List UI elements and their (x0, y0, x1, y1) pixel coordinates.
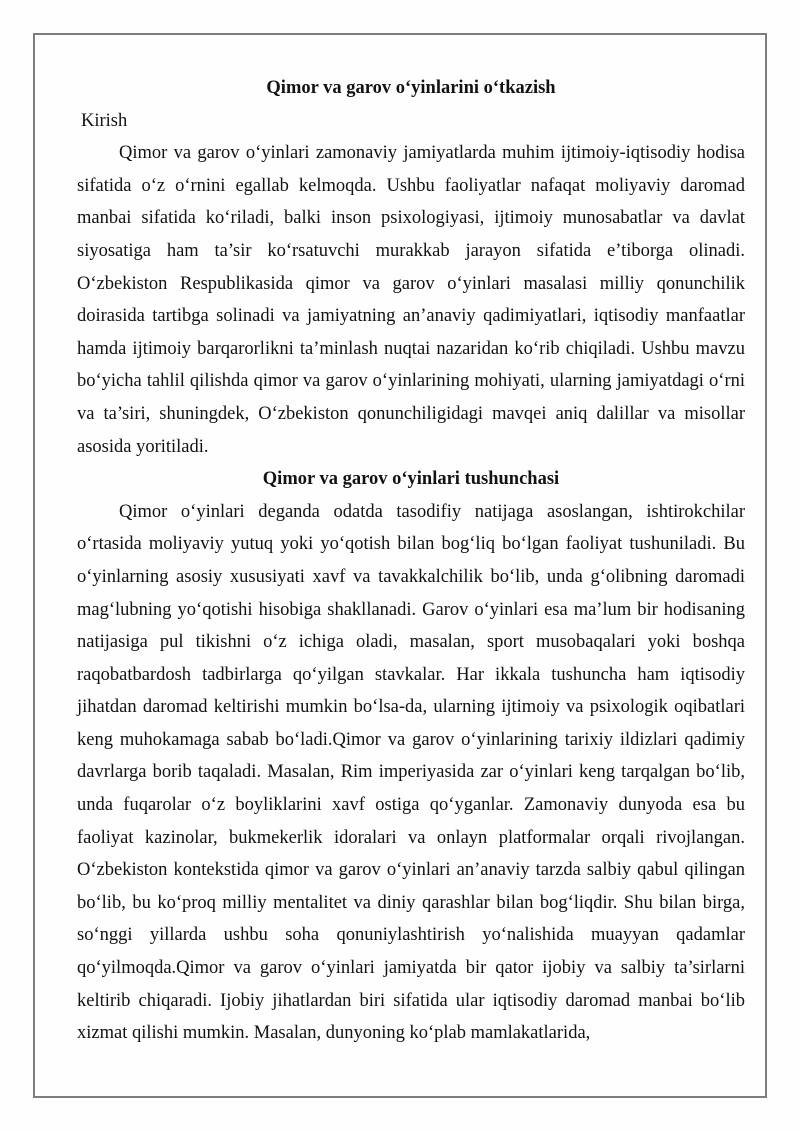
section-heading-tushunchasi: Qimor va garov o‘yinlari tushunchasi (262, 469, 560, 490)
document-page (77, 72, 745, 1050)
document-title: Qimor va garov o‘yinlarini o‘tkazish (266, 78, 556, 98)
intro-paragraph: Qimor va garov o‘yinlari zamonaviy jamiyatlarda muhim ijtimoiy-iqtisodiy hodisa sifatida o‘z o‘rnini egallab kelmoqda. Ushbu faoliyatlar nafaqat moliyaviy daromad manbai sifatida ko‘riladi, balki inson psixologiyasi, ijtimoiy munosabatlar va davlat siyosatiga ham ta’sir ko‘rsatuvchi murakkab jarayon sifatida e’tiborga olinadi. O‘zbekiston Respublikasida qimor va garov o‘yinlari masalasi milliy qonunchilik doirasida tartibga solinadi va jamiyatning an’anaviy qadimiyatlari, iqtisodiy manfaatlar hamda ijtimoiy barqarorlikni ta’minlash nuqtai nazaridan ko‘rib chiqiladi. Ushbu mavzu bo‘yicha tahlil qilishda qimor va garov o‘yinlarining mohiyati, ularning jamiyatdagi o‘rni va ta’siri, shuningdek, O‘zbekiston qonunchiligidagi mavqei aniq dalillar va misollar asosida yoritiladi. (77, 143, 745, 457)
concept-paragraph: Qimor o‘yinlari deganda odatda tasodifiy natijaga asoslangan, ishtirokchilar o‘rtasida moliyaviy yutuq yoki yo‘qotish bilan bog‘liq bo‘lgan faoliyat tushuniladi. Bu o‘yinlarning asosiy xususiyati xavf va tavakkalchilik bo‘lib, unda g‘olibning daromadi mag‘lubning yo‘qotishi hisobiga shakllanadi. Garov o‘yinlari esa ma’lum bir hodisaning natijasiga pul tikishni o‘z ichiga oladi, masalan, sport musobaqalari yoki boshqa raqobatbardosh tadbirlarga qo‘yilgan stavkalar. Har ikkala tushuncha ham iqtisodiy jihatdan daromad keltirishi mumkin bo‘lsa-da, ularning ijtimoiy va psixologik oqibatlari keng muhokamaga sabab bo‘ladi.Qimor va garov o‘yinlarining tarixiy ildizlari qadimiy davrlarga borib taqaladi. Masalan, Rim imperiyasida zar o‘yinlari keng tarqalgan bo‘lib, unda fuqarolar o‘z boyliklarini xavf ostiga qo‘yganlar. Zamonaviy dunyoda esa bu faoliyat kazinolar, bukmekerlik idoralari va onlayn platformalar orqali rivojlangan. O‘zbekiston kontekstida qimor va garov o‘yinlari an’anaviy tarzda salbiy qabul qilingan bo‘lib, bu ko‘proq milliy mentalitet va diniy qarashlar bilan bog‘liqdir. Shu bilan birga, so‘nggi yillarda ushbu soha qonuniylashtirish yo‘nalishida muayyan qadamlar qo‘yilmoqda.Qimor va garov o‘yinlari jamiyatda bir qator ijobiy va salbiy ta’sirlarni keltirib chiqaradi. Ijobiy jihatlardan biri sifatida ular iqtisodiy daromad manbai bo‘lib xizmat qilishi mumkin. Masalan, dunyoning ko‘plab mamlakatlarida, (77, 501, 745, 1044)
section-label-kirish: Kirish (81, 110, 128, 131)
